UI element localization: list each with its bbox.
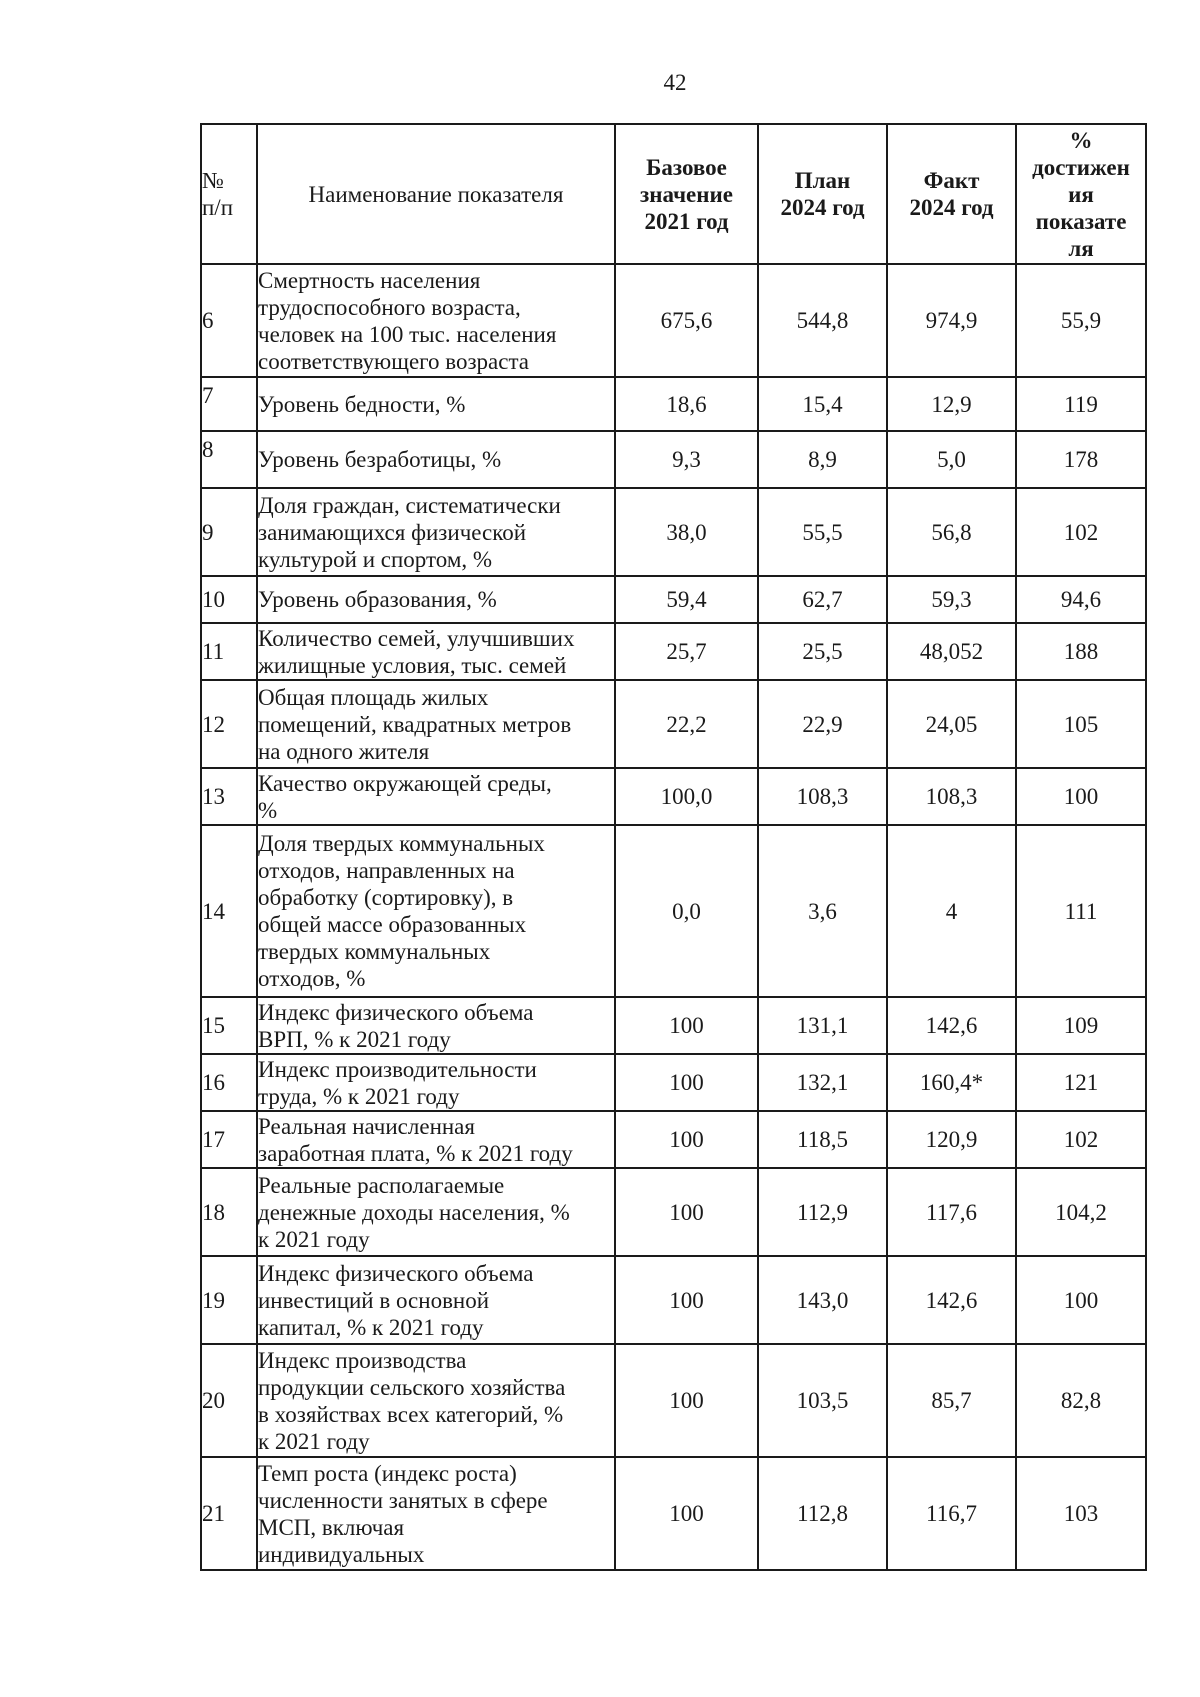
plan-value: 112,8	[758, 1457, 887, 1570]
base-value: 59,4	[615, 576, 758, 623]
plan-value: 118,5	[758, 1111, 887, 1168]
indicator-name-line: общей массе образованных	[258, 912, 527, 937]
row-number: 14	[201, 825, 257, 997]
percent-value: 104,2	[1016, 1168, 1146, 1256]
header-plan-line: 2024 год	[780, 195, 865, 220]
table-row	[201, 825, 1146, 997]
indicator-name-line: Индекс производства	[258, 1347, 467, 1373]
header-num	[201, 124, 257, 264]
plan-value: 3,6	[758, 825, 887, 997]
base-value: 0,0	[615, 825, 758, 997]
percent-value: 102	[1016, 488, 1146, 576]
indicator-name	[257, 680, 615, 768]
indicator-name-line: жилищные условия, тыс. семей	[258, 652, 567, 678]
indicator-name-line: Реальные располагаемые	[258, 1172, 505, 1198]
base-value: 22,2	[615, 680, 758, 768]
header-percent-line: %	[1069, 127, 1093, 153]
indicator-name-line: Уровень безработицы, %	[258, 447, 502, 472]
indicator-name-line: индивидуальных	[258, 1541, 425, 1567]
percent-value: 102	[1016, 1111, 1146, 1168]
indicator-name-line: человек на 100 тыс. населения	[258, 321, 557, 347]
indicator-name-line: численности занятых в сфере	[258, 1487, 548, 1513]
header-base-line: 2021 год	[644, 208, 729, 234]
indicator-name-line: капитал, % к 2021 году	[258, 1314, 484, 1340]
plan-value: 15,4	[758, 377, 887, 431]
row-number: 12	[201, 680, 257, 768]
table-row	[201, 768, 1146, 825]
percent-value: 82,8	[1016, 1344, 1146, 1457]
indicator-name-line: помещений, квадратных метров	[258, 711, 572, 737]
indicator-name-line: Индекс производительности	[258, 1056, 537, 1082]
plan-value: 131,1	[758, 997, 887, 1054]
header-fact-line: Факт	[923, 168, 980, 193]
row-number: 7	[201, 377, 257, 431]
row-number: 21	[201, 1457, 257, 1570]
plan-value: 143,0	[758, 1256, 887, 1344]
header-plan-line: План	[794, 168, 851, 193]
plan-value: 8,9	[758, 431, 887, 488]
row-number: 10	[201, 576, 257, 623]
percent-value: 55,9	[1016, 264, 1146, 377]
indicator-name-line: соответствующего возраста	[258, 348, 530, 374]
indicator-name-line: Индекс физического объема	[258, 999, 534, 1025]
header-num-line: п/п	[202, 195, 234, 220]
plan-value: 108,3	[758, 768, 887, 825]
table-row	[201, 1054, 1146, 1111]
plan-value: 55,5	[758, 488, 887, 576]
indicator-name-line: Общая площадь жилых	[258, 684, 489, 710]
indicator-name-line: Уровень образования, %	[258, 587, 497, 612]
base-value: 38,0	[615, 488, 758, 576]
indicator-name-line: твердых коммунальных	[258, 939, 491, 964]
plan-value: 544,8	[758, 264, 887, 377]
fact-value: 108,3	[887, 768, 1016, 825]
indicator-name-line: труда, % к 2021 году	[258, 1083, 460, 1109]
percent-value: 188	[1016, 623, 1146, 680]
indicator-name-line: культурой и спортом, %	[258, 546, 493, 572]
indicator-name-line: Качество окружающей среды,	[258, 770, 552, 796]
indicator-name-line: ВРП, % к 2021 году	[258, 1026, 451, 1052]
row-number: 20	[201, 1344, 257, 1457]
table-row	[201, 1111, 1146, 1168]
table-row	[201, 1256, 1146, 1344]
header-name: Наименование показателя	[257, 124, 615, 264]
fact-value: 4	[887, 825, 1016, 997]
row-number: 13	[201, 768, 257, 825]
indicator-name	[257, 1256, 615, 1344]
indicator-name	[257, 825, 615, 997]
indicator-name-line: Реальная начисленная	[258, 1113, 475, 1139]
header-base-line: значение	[640, 181, 733, 207]
plan-value: 62,7	[758, 576, 887, 623]
indicator-name-line: Индекс физического объема	[258, 1260, 534, 1286]
indicator-name-line: инвестиций в основной	[258, 1287, 490, 1313]
indicator-name-line: к 2021 году	[258, 1428, 370, 1454]
percent-value: 119	[1016, 377, 1146, 431]
header-fact-line: 2024 год	[909, 195, 994, 220]
plan-value: 132,1	[758, 1054, 887, 1111]
header-percent-line: достижен	[1032, 154, 1130, 180]
base-value: 100,0	[615, 768, 758, 825]
indicator-name-line: Доля твердых коммунальных	[258, 831, 545, 856]
indicator-name-line: денежные доходы населения, %	[258, 1199, 570, 1225]
table-row	[201, 1344, 1146, 1457]
fact-value: 59,3	[887, 576, 1016, 623]
indicator-name-line: Доля граждан, систематически	[258, 492, 561, 518]
plan-value: 25,5	[758, 623, 887, 680]
indicator-name	[257, 264, 615, 377]
indicator-name-line: отходов, направленных на	[258, 858, 515, 883]
row-number: 11	[201, 623, 257, 680]
percent-value: 103	[1016, 1457, 1146, 1570]
row-number: 8	[201, 431, 257, 488]
fact-value: 12,9	[887, 377, 1016, 431]
indicator-name-line: к 2021 году	[258, 1226, 370, 1252]
fact-value: 974,9	[887, 264, 1016, 377]
indicator-name	[257, 1168, 615, 1256]
indicator-name	[257, 431, 615, 488]
header-percent	[1016, 124, 1146, 264]
header-percent-line: ля	[1068, 235, 1094, 261]
base-value: 25,7	[615, 623, 758, 680]
row-number: 6	[201, 264, 257, 377]
indicator-name	[257, 997, 615, 1054]
indicator-name-line: трудоспособного возраста,	[258, 294, 521, 320]
base-value: 18,6	[615, 377, 758, 431]
table-row	[201, 431, 1146, 488]
indicator-name-line: заработная плата, % к 2021 году	[258, 1140, 573, 1166]
fact-value: 160,4*	[887, 1054, 1016, 1111]
indicator-name	[257, 576, 615, 623]
table-body	[201, 264, 1146, 1570]
indicator-name-line: Темп роста (индекс роста)	[258, 1460, 517, 1486]
percent-value: 178	[1016, 431, 1146, 488]
table-row	[201, 623, 1146, 680]
indicator-name	[257, 768, 615, 825]
indicator-name-line: %	[258, 797, 278, 823]
base-value: 100	[615, 1054, 758, 1111]
fact-value: 56,8	[887, 488, 1016, 576]
fact-value: 24,05	[887, 680, 1016, 768]
indicator-name-line: на одного жителя	[258, 738, 430, 764]
indicator-name	[257, 623, 615, 680]
base-value: 100	[615, 1168, 758, 1256]
fact-value: 142,6	[887, 1256, 1016, 1344]
fact-value: 117,6	[887, 1168, 1016, 1256]
table-row	[201, 1168, 1146, 1256]
indicator-name	[257, 488, 615, 576]
base-value: 100	[615, 1344, 758, 1457]
header-base	[615, 124, 758, 264]
fact-value: 85,7	[887, 1344, 1016, 1457]
percent-value: 94,6	[1016, 576, 1146, 623]
indicator-name-line: обработку (сортировку), в	[258, 885, 514, 910]
fact-value: 120,9	[887, 1111, 1016, 1168]
fact-value: 142,6	[887, 997, 1016, 1054]
table-row	[201, 377, 1146, 431]
base-value: 100	[615, 1111, 758, 1168]
row-number: 17	[201, 1111, 257, 1168]
table-row	[201, 1457, 1146, 1570]
indicator-name-line: Уровень бедности, %	[258, 391, 466, 417]
indicator-name-line: отходов, %	[258, 966, 366, 991]
percent-value: 105	[1016, 680, 1146, 768]
row-number: 9	[201, 488, 257, 576]
indicator-name-line: Смертность населения	[258, 267, 481, 293]
header-row	[201, 124, 1146, 264]
row-number: 15	[201, 997, 257, 1054]
header-base-line: Базовое	[646, 154, 727, 180]
header-plan	[758, 124, 887, 264]
fact-value: 5,0	[887, 431, 1016, 488]
base-value: 9,3	[615, 431, 758, 488]
fact-value: 116,7	[887, 1457, 1016, 1570]
indicator-name	[257, 1457, 615, 1570]
percent-value: 109	[1016, 997, 1146, 1054]
base-value: 100	[615, 997, 758, 1054]
indicator-name-line: продукции сельского хозяйства	[258, 1374, 566, 1400]
plan-value: 112,9	[758, 1168, 887, 1256]
base-value: 675,6	[615, 264, 758, 377]
indicator-name-line: Количество семей, улучшивших	[258, 625, 575, 651]
row-number: 16	[201, 1054, 257, 1111]
indicator-name	[257, 1111, 615, 1168]
table-row	[201, 576, 1146, 623]
page-number: 42	[663, 70, 687, 95]
base-value: 100	[615, 1256, 758, 1344]
plan-value: 22,9	[758, 680, 887, 768]
percent-value: 111	[1016, 825, 1146, 997]
table-row	[201, 264, 1146, 377]
indicator-name-line: занимающихся физической	[258, 519, 527, 545]
indicator-name-line: МСП, включая	[258, 1514, 405, 1540]
header-num-line: №	[202, 168, 224, 193]
percent-value: 121	[1016, 1054, 1146, 1111]
indicator-name-line: в хозяйствах всех категорий, %	[258, 1401, 564, 1427]
indicator-name	[257, 377, 615, 431]
header-percent-line: показате	[1035, 208, 1127, 234]
fact-value: 48,052	[887, 623, 1016, 680]
header-percent-line: ия	[1068, 181, 1094, 207]
row-number: 18	[201, 1168, 257, 1256]
indicator-name	[257, 1344, 615, 1457]
table-row	[201, 997, 1146, 1054]
indicator-name	[257, 1054, 615, 1111]
row-number: 19	[201, 1256, 257, 1344]
table-row	[201, 680, 1146, 768]
indicators-table	[200, 123, 1147, 1571]
table-row	[201, 488, 1146, 576]
percent-value: 100	[1016, 768, 1146, 825]
base-value: 100	[615, 1457, 758, 1570]
percent-value: 100	[1016, 1256, 1146, 1344]
header-fact	[887, 124, 1016, 264]
plan-value: 103,5	[758, 1344, 887, 1457]
